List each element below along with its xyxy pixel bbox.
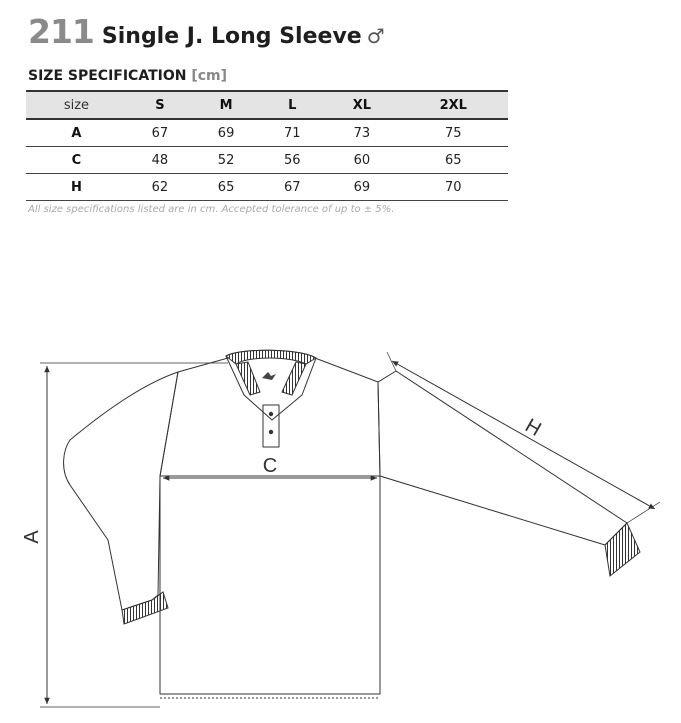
dim-label-c: C xyxy=(262,455,278,477)
header-size-m: M xyxy=(219,97,233,113)
dimension-a xyxy=(40,363,228,707)
dim-h-start-ext xyxy=(387,352,396,371)
header-size-2xl: 2XL xyxy=(439,97,467,113)
left-cuff xyxy=(122,592,168,624)
header-size-s: S xyxy=(155,97,165,113)
table-cell: 67 xyxy=(283,179,301,195)
table-cell: 62 xyxy=(151,179,169,195)
table-cell: 70 xyxy=(444,179,462,195)
size-spec-unit: [cm] xyxy=(191,68,228,84)
tolerance-note: All size specifications listed are in cm. Accepted tolerance of up to ± 5%. xyxy=(28,204,395,215)
placket xyxy=(263,405,279,447)
dim-label-a: A xyxy=(21,530,43,544)
table-cell: 60 xyxy=(353,152,371,168)
button-icon xyxy=(269,412,273,416)
row-label-c: C xyxy=(71,152,82,168)
table-cell: 65 xyxy=(444,152,462,168)
row-label-a: A xyxy=(71,125,82,141)
table-cell: 65 xyxy=(217,179,235,195)
table-cell: 69 xyxy=(217,125,235,141)
table-cell: 48 xyxy=(151,152,169,168)
header-size-label: size xyxy=(63,97,90,113)
table-cell: 56 xyxy=(283,152,301,168)
table-cell: 69 xyxy=(353,179,371,195)
shirt-outline xyxy=(64,350,627,698)
left-sleeve xyxy=(64,372,178,610)
right-cuff xyxy=(605,523,640,576)
table-cell: 73 xyxy=(353,125,371,141)
shirt-body xyxy=(160,358,380,694)
table-cell: 52 xyxy=(217,152,235,168)
size-spec-title: SIZE SPECIFICATION xyxy=(28,68,187,84)
right-sleeve xyxy=(378,371,627,545)
header-size-l: L xyxy=(288,97,297,113)
product-name: Single J. Long Sleeve xyxy=(101,24,362,49)
button-icon xyxy=(269,430,273,434)
table-cell: 71 xyxy=(283,125,301,141)
dimension-h xyxy=(387,352,660,523)
row-label-h: H xyxy=(70,179,82,195)
table-cell: 75 xyxy=(444,125,462,141)
brand-logo-icon xyxy=(262,372,276,380)
header-size-xl: XL xyxy=(352,97,372,113)
male-symbol-icon: ♂ xyxy=(366,24,385,48)
dim-h-end-ext xyxy=(627,502,660,523)
dim-label-h: H xyxy=(521,414,545,441)
product-code: 211 xyxy=(28,12,94,51)
collar-rib xyxy=(226,350,316,364)
table-cell: 67 xyxy=(151,125,169,141)
